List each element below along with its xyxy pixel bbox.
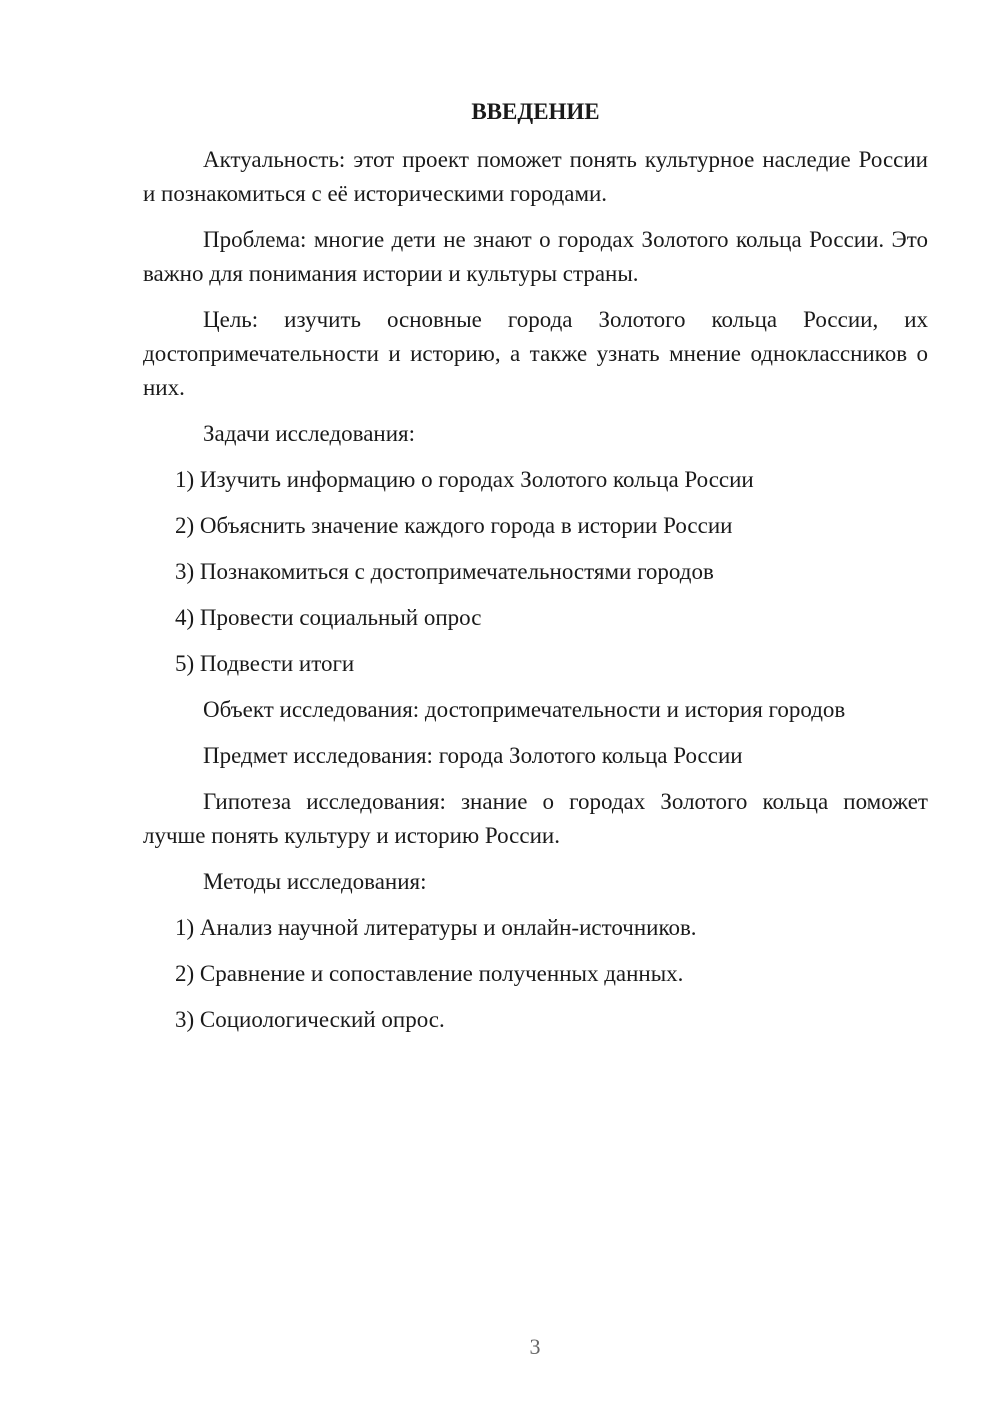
task-item: 1) Изучить информацию о городах Золотого кольца России [175, 467, 754, 492]
tasks-heading: Задачи исследования: [203, 421, 416, 446]
task-item: 5) Подвести итоги [175, 651, 355, 676]
subject-paragraph: Предмет исследования: города Золотого кольца России [203, 743, 743, 768]
document-body [143, 95, 928, 1049]
methods-heading: Методы исследования: [203, 869, 427, 894]
hypothesis-paragraph: Гипотеза исследования: знание о городах Золотого кольца поможет лучше понять культуру и историю России. [143, 789, 928, 848]
task-item: 3) Познакомиться с достопримечательностями городов [175, 559, 714, 584]
method-item: 2) Сравнение и сопоставление полученных данных. [175, 961, 684, 986]
page-number: 3 [529, 1334, 541, 1359]
method-item: 1) Анализ научной литературы и онлайн-источников. [175, 915, 697, 940]
problem-paragraph: Проблема: многие дети не знают о городах Золотого кольца России. Это важно для понимания истории и культуры страны. [143, 227, 928, 286]
relevance-paragraph: Актуальность: этот проект поможет понять культурное наследие России и познакомиться с её историческими городами. [143, 147, 928, 206]
goal-paragraph: Цель: изучить основные города Золотого кольца России, их достопримечательности и историю, а также узнать мнение одноклассников о них. [143, 307, 928, 400]
task-item: 4) Провести социальный опрос [175, 605, 482, 630]
object-paragraph: Объект исследования: достопримечательности и история городов [203, 697, 846, 722]
method-item: 3) Социологический опрос. [175, 1007, 445, 1032]
task-item: 2) Объяснить значение каждого города в истории России [175, 513, 733, 538]
section-title: ВВЕДЕНИЕ [471, 99, 600, 124]
